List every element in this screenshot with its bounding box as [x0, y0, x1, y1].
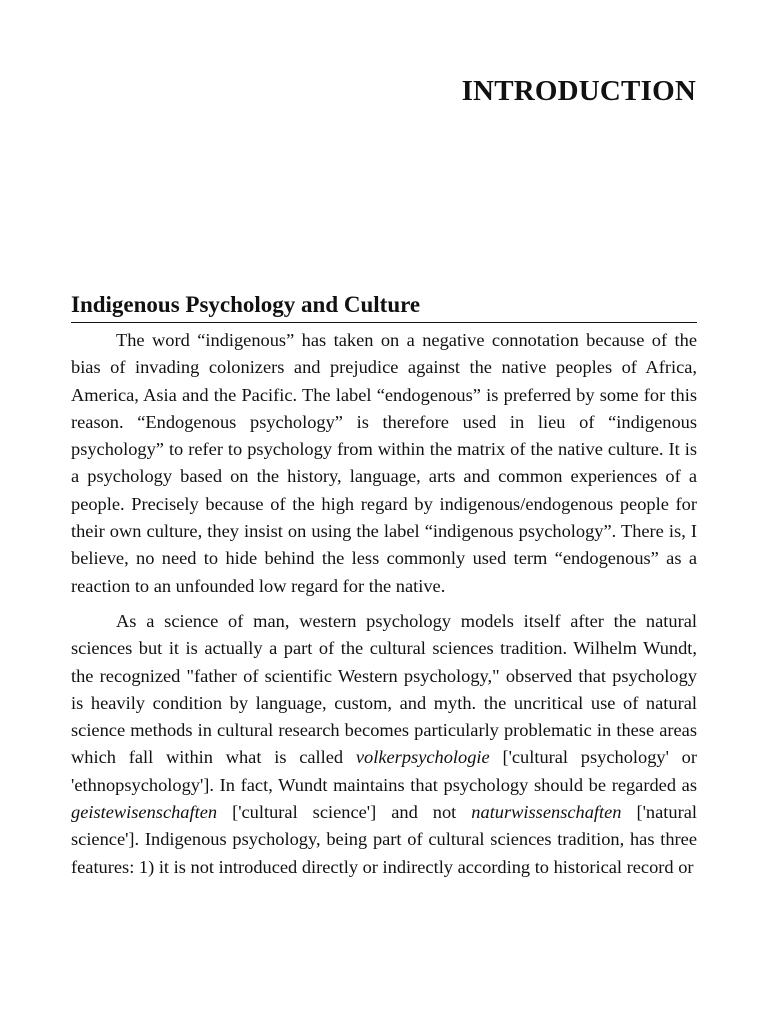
paragraph-2: [71, 608, 697, 881]
chapter-title: INTRODUCTION: [461, 75, 696, 107]
italic-term-volkerpsychologie: volkerpsychologie: [355, 747, 490, 768]
paragraph-2-text-2: ['cultural psychology' or 'ethnopsychology']. In fact, Wundt maintains that psychology should be regarded as: [71, 747, 697, 795]
paragraph-1: The word “indigenous” has taken on a negative connotation because of the bias of invading colonizers and prejudice against the native peoples of Africa, America, Asia and the Pacific. The label “endogenous” is preferred by some for this reason. “Endogenous psychology” is therefore used in lieu of “indigenous psychology” to refer to psychology from within the matrix of the native culture. It is a psychology based on the history, language, arts and common experiences of a people. Precisely because of the high regard by indigenous/endogenous people for their own culture, they insist on using the label “indigenous psychology”. There is, I believe, no need to hide behind the less commonly used term “endogenous” as a reaction to an unfounded low regard for the native.: [71, 330, 697, 596]
paragraph-2-text-3: ['cultural science'] and not: [217, 802, 472, 823]
italic-term-naturwissenschaften: naturwissenschaften: [471, 802, 622, 823]
paragraph-2-text-4: ['natural science']. Indigenous psychology, being part of cultural sciences tradition, has three features: 1) it is not introduced directly or indirectly according to historical record or: [71, 802, 697, 877]
section-heading: Indigenous Psychology and Culture: [71, 289, 697, 323]
section-indigenous-psychology: [71, 289, 697, 881]
paragraph-2-text-1: As a science of man, western psychology models itself after the natural sciences but it is actually a part of the cultural sciences tradition. Wilhelm Wundt, the recognized "father of scientific Western psychology," observed that psychology is heavily condition by language, custom, and myth. the uncritical use of natural science methods in cultural research becomes particularly problematic in these areas which fall within what is called: [71, 610, 697, 768]
italic-term-geistewisenschaften: geistewisenschaften: [71, 802, 218, 823]
